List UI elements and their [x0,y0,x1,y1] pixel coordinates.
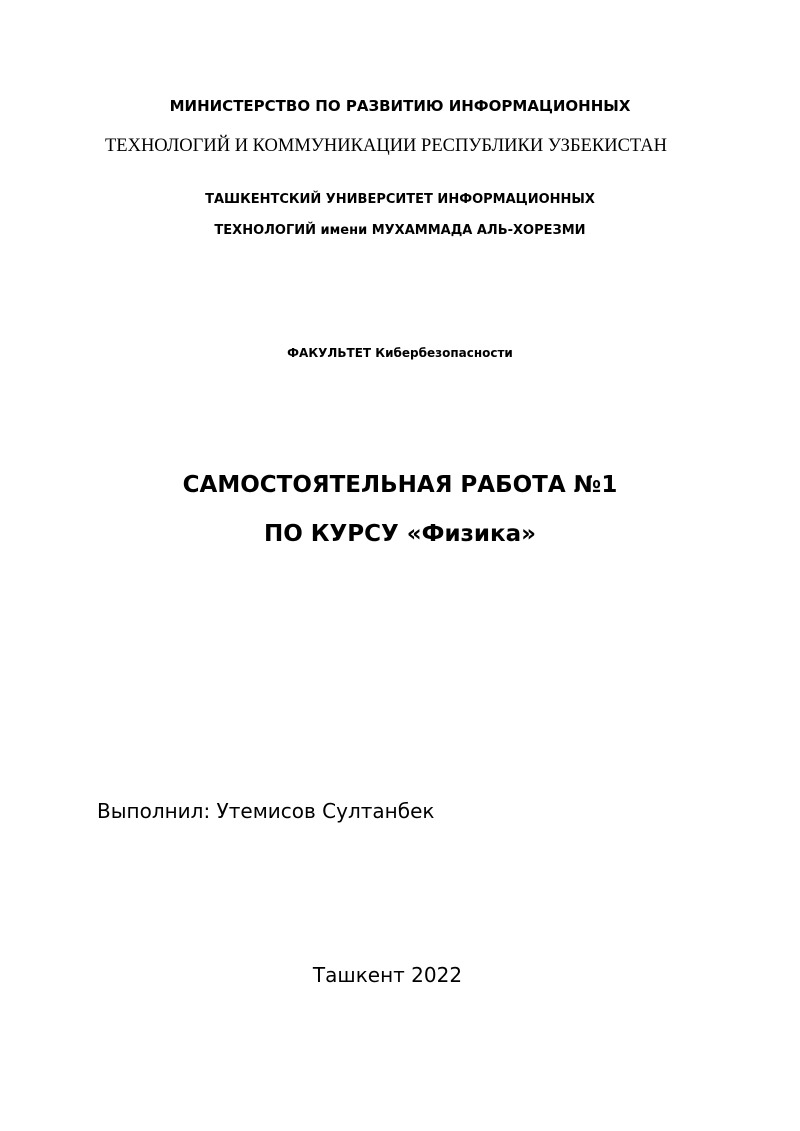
document-title-line-2: ПО КУРСУ «Физика» [263,521,537,547]
ministry-name-line-1: МИНИСТЕРСТВО ПО РАЗВИТИЮ ИНФОРМАЦИОННЫХ [169,97,631,115]
university-name-line-2: ТЕХНОЛОГИЙ имени МУХАММАДА АЛЬ-ХОРЕЗМИ [214,223,586,238]
author-line: Выполнил: Утемисов Султанбек [97,799,435,823]
ministry-name-line-2: ТЕХНОЛОГИЙ И КОММУНИКАЦИИ РЕСПУБЛИКИ УЗБЕКИСТАН [104,136,668,156]
document-title-line-1: САМОСТОЯТЕЛЬНАЯ РАБОТА №1 [182,472,618,498]
faculty-name: ФАКУЛЬТЕТ Кибербезопасности [287,346,513,360]
university-name-line-1: ТАШКЕНТСКИЙ УНИВЕРСИТЕТ ИНФОРМАЦИОННЫХ [205,192,595,207]
city-year: Ташкент 2022 [312,963,463,987]
